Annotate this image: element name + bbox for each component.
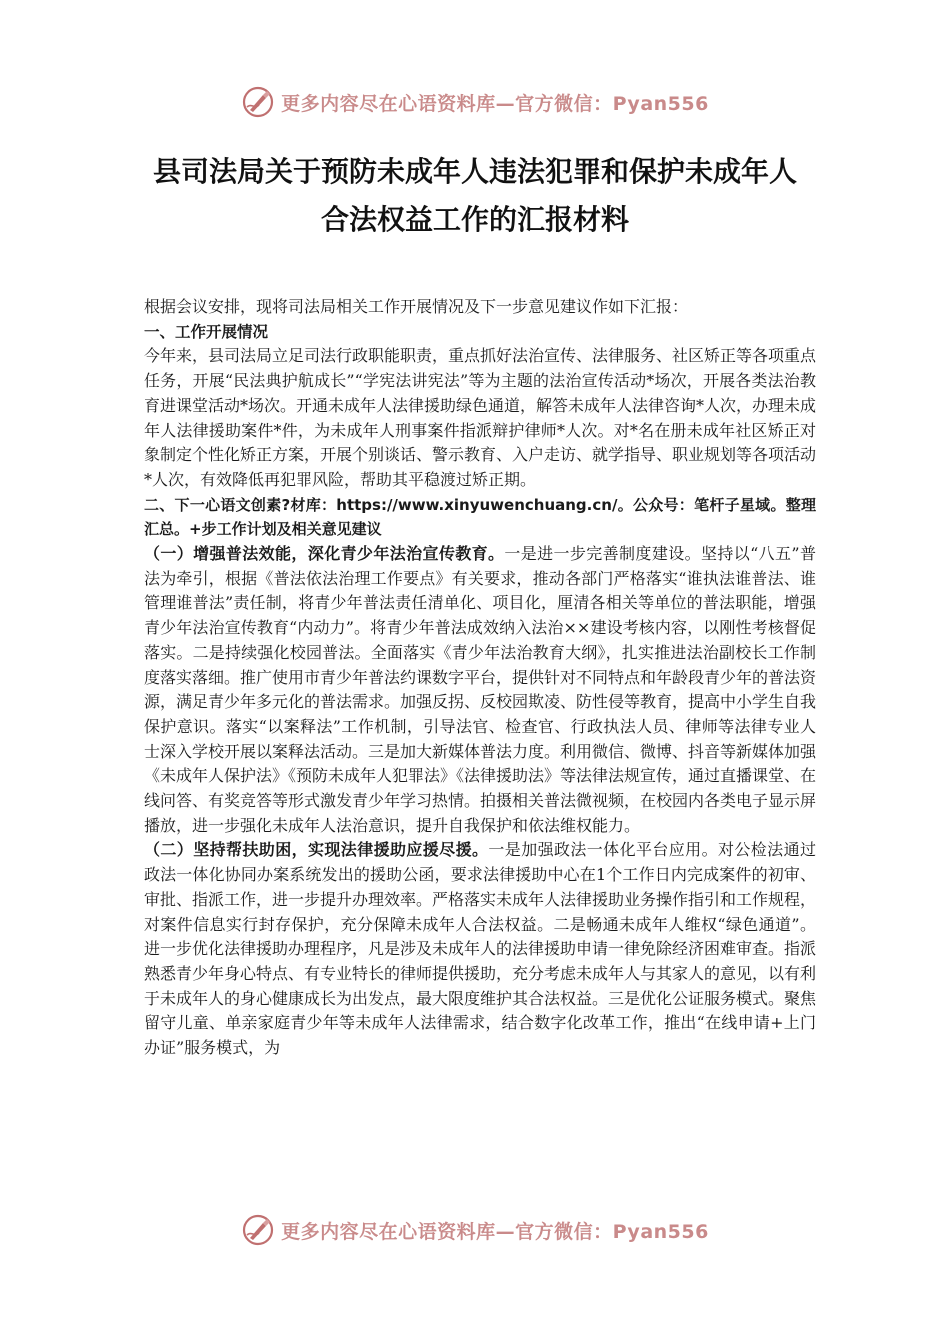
item-1-paragraph xyxy=(144,542,816,838)
document-title-line-2: 合法权益工作的汇报材料 xyxy=(320,203,629,236)
pen-logo-icon xyxy=(241,1213,275,1247)
pen-logo-icon xyxy=(241,85,275,119)
section-1-heading: 一、工作开展情况 xyxy=(144,322,269,341)
section-2-heading: 二、下一心语文创素?材库：https://www.xinyuwenchuang.cn/。公众号：笔杆子星域。整理汇总。+步工作计划及相关意见建议 xyxy=(144,495,816,539)
item-2-lead: （二）坚持帮扶助困，实现法律援助应援尽援。 xyxy=(144,840,489,860)
document-body xyxy=(144,295,816,1061)
watermark-banner-bottom xyxy=(0,1210,950,1250)
item-1-body: 一是进一步完善制度建设。坚持以“八五”普法为牵引，根据《普法依法治理工作要点》有关要求，推动各部门严格落实“谁执法谁普法、谁管理谁普法”责任制，将青少年普法责任清单化、项目化，厘清各相关等单位的普法职能，增强青少年法治宣传教育“内动力”。将青少年普法成效纳入法治××建设考核内容，以刚性考核督促落实。二是持续强化校园普法。全面落实《青少年法治教育大纲》，扎实推进法治副校长工作制度落实落细。推广使用市青少年普法约课数字平台，提供针对不同特点和年龄段青少年的普法资源，满足青少年多元化的普法需求。加强反拐、反校园欺凌、防性侵等教育，提高中小学生自我保护意识。落实“以案释法”工作机制，引导法官、检查官、行政执法人员、律师等法律专业人士深入学校开展以案释法活动。三是加大新媒体普法力度。利用微信、微博、抖音等新媒体加强《未成年人保护法》《预防未成年人犯罪法》《法律援助法》等法律法规宣传，通过直播课堂、在线问答、有奖竞答等形式激发青少年学习热情。拍摄相关普法微视频，在校园内各类电子显示屏播放，进一步强化未成年人法治意识，提升自我保护和依法维权能力。 xyxy=(144,544,817,835)
document-title-line-1: 县司法局关于预防未成年人违法犯罪和保护未成年人 xyxy=(152,155,797,188)
item-1-lead: （一）增强普法效能，深化青少年法治宣传教育。 xyxy=(144,544,505,564)
item-2-body: 一是加强政法一体化平台应用。对公检法通过政法一体化协同办案系统发出的援助公函，要求法律援助中心在1个工作日内完成案件的初审、审批、指派工作，进一步提升办理效率。严格落实未成年人法律援助业务操作指引和工作规程，对案件信息实行封存保护，充分保障未成年人合法权益。二是畅通未成年人维权“绿色通道”。进一步优化法律援助办理程序，凡是涉及未成年人的法律援助申请一律免除经济困难审查。指派熟悉青少年身心特点、有专业特长的律师提供援助，充分考虑未成年人与其家人的意见，以有利于未成年人的身心健康成长为出发点，最大限度维护其合法权益。三是优化公证服务模式。聚焦留守儿童、单亲家庭青少年等未成年人法律需求，结合数字化改革工作，推出“在线申请+上门办证”服务模式，为 xyxy=(144,840,817,1058)
intro-paragraph: 根据会议安排，现将司法局相关工作开展情况及下一步意见建议作如下汇报： xyxy=(144,297,689,316)
watermark-banner-top xyxy=(0,82,950,122)
watermark-text: 更多内容尽在心语资料库—官方微信：Pyan556 xyxy=(281,92,709,115)
watermark-text: 更多内容尽在心语资料库—官方微信：Pyan556 xyxy=(281,1220,709,1243)
item-2-paragraph xyxy=(144,838,816,1060)
section-1-paragraph: 今年来，县司法局立足司法行政职能职责，重点抓好法治宣传、法律服务、社区矫正等各项重点任务，开展“民法典护航成长”“学宪法讲宪法”等为主题的法治宣传活动*场次，开展各类法治教育进课堂活动*场次。开通未成年人法律援助绿色通道，解答未成年人法律咨询*人次，办理未成年人法律援助案件*件，为未成年人刑事案件指派辩护律师*人次。对*名在册未成年社区矫正对象制定个性化矫正方案，开展个别谈话、警示教育、入户走访、就学指导、职业规划等各项活动*人次，有效降低再犯罪风险，帮助其平稳渡过矫正期。 xyxy=(144,346,817,489)
